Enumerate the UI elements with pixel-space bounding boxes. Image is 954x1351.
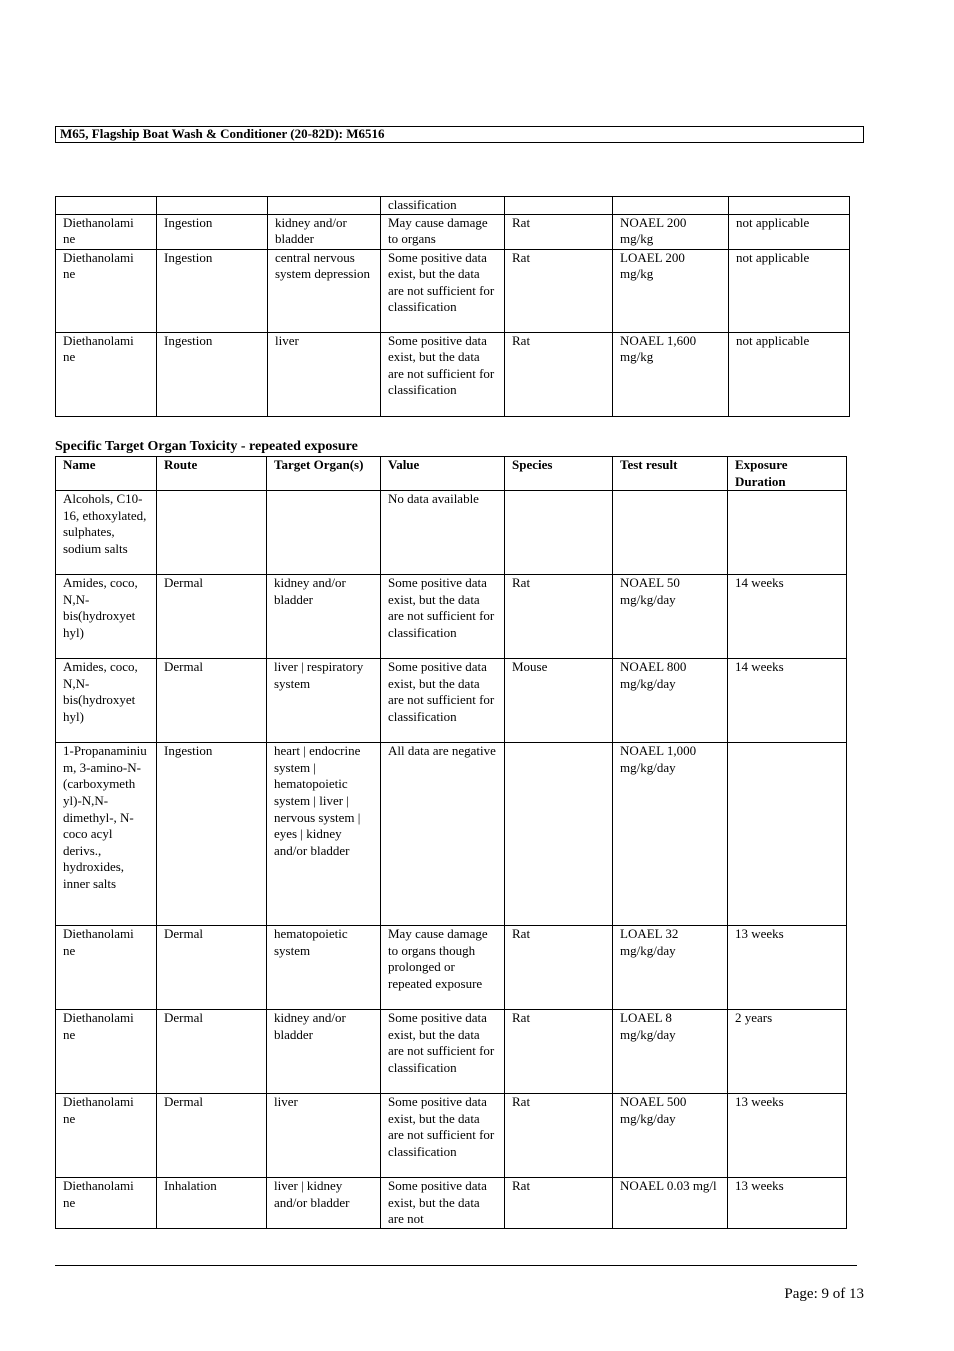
table-cell [268, 197, 381, 215]
table-cell: Rat [505, 1178, 613, 1229]
table-cell: Some positive data exist, but the data are not sufficient for classification [381, 659, 505, 743]
single-exposure-table-continued [55, 196, 850, 417]
table-cell: liver | kidney and/or bladder [267, 1178, 381, 1229]
table-cell: Some positive data exist, but the data are not sufficient for classification [381, 1094, 505, 1178]
column-header-species: Species [505, 457, 613, 491]
page-number: Page: 9 of 13 [784, 1286, 864, 1302]
table-cell: No data available [381, 491, 505, 575]
table-cell: Inhalation [157, 1178, 267, 1229]
table-cell: 13 weeks [728, 926, 847, 1010]
table-cell: Diethanolami ne [56, 214, 157, 249]
table-cell: not applicable [729, 249, 850, 332]
table-cell: All data are negative [381, 743, 505, 926]
table-cell: Diethanolami ne [56, 249, 157, 332]
table-cell [613, 197, 729, 215]
table-cell: 2 years [728, 1010, 847, 1094]
table-cell [505, 197, 613, 215]
column-header-test-result: Test result [613, 457, 728, 491]
table-cell: May cause damage to organs [381, 214, 505, 249]
table-cell: Ingestion [157, 743, 267, 926]
table-cell: NOAEL 800 mg/kg/day [613, 659, 728, 743]
table-cell: Dermal [157, 926, 267, 1010]
table-cell [56, 197, 157, 215]
table-cell: Diethanolami ne [56, 1178, 157, 1229]
table-cell: Some positive data exist, but the data are not sufficient for classification [381, 332, 505, 416]
table-cell [613, 491, 728, 575]
table-cell: kidney and/or bladder [268, 214, 381, 249]
table-cell: hematopoietic system [267, 926, 381, 1010]
table-row [56, 491, 847, 575]
table-row [56, 575, 847, 659]
table-cell: Diethanolami ne [56, 926, 157, 1010]
table-cell [728, 743, 847, 926]
table-cell: Rat [505, 214, 613, 249]
table-cell: LOAEL 32 mg/kg/day [613, 926, 728, 1010]
table-cell: Dermal [157, 1094, 267, 1178]
table-cell: Rat [505, 1094, 613, 1178]
table-cell: Mouse [505, 659, 613, 743]
table-cell: Some positive data exist, but the data are not sufficient for classification [381, 249, 505, 332]
table-header-row [56, 457, 847, 491]
table-row [56, 332, 850, 416]
table-cell: NOAEL 200 mg/kg [613, 214, 729, 249]
table-cell: Rat [505, 1010, 613, 1094]
table-cell: Some positive data exist, but the data are not sufficient for classification [381, 575, 505, 659]
table-cell: heart | endocrine system | hematopoietic system | liver | nervous system | eyes | kidney and/or bladder [267, 743, 381, 926]
table-cell: liver [268, 332, 381, 416]
column-header-exposure-duration: Exposure Duration [728, 457, 847, 491]
table-cell [729, 197, 850, 215]
column-header-target-organs: Target Organ(s) [267, 457, 381, 491]
table-cell [157, 491, 267, 575]
table-row [56, 1010, 847, 1094]
table-cell: LOAEL 8 mg/kg/day [613, 1010, 728, 1094]
table-cell: Diethanolami ne [56, 1010, 157, 1094]
table-row [56, 743, 847, 926]
table-cell: Dermal [157, 1010, 267, 1094]
table-cell: Ingestion [157, 332, 268, 416]
table-cell: classification [381, 197, 505, 215]
table-row [56, 926, 847, 1010]
section-title-repeated-exposure: Specific Target Organ Toxicity - repeated exposure [55, 439, 358, 454]
table-cell: 14 weeks [728, 575, 847, 659]
column-header-route: Route [157, 457, 267, 491]
table-cell: Some positive data exist, but the data are not sufficient for classification [381, 1010, 505, 1094]
table-cell: NOAEL 1,000 mg/kg/day [613, 743, 728, 926]
table-cell: NOAEL 0.03 mg/l [613, 1178, 728, 1229]
table-cell: liver [267, 1094, 381, 1178]
table-row [56, 1178, 847, 1229]
table-cell: Rat [505, 332, 613, 416]
table-row [56, 214, 850, 249]
table-cell: not applicable [729, 214, 850, 249]
table-cell: Amides, coco, N,N-bis(hydroxyet hyl) [56, 659, 157, 743]
table-cell: NOAEL 50 mg/kg/day [613, 575, 728, 659]
table-cell: 13 weeks [728, 1178, 847, 1229]
table-cell [728, 491, 847, 575]
table-cell: Ingestion [157, 249, 268, 332]
table-row [56, 659, 847, 743]
table-cell: NOAEL 1,600 mg/kg [613, 332, 729, 416]
table-cell: kidney and/or bladder [267, 575, 381, 659]
table-cell: not applicable [729, 332, 850, 416]
table-cell: Rat [505, 249, 613, 332]
table-row [56, 1094, 847, 1178]
table-cell: Rat [505, 926, 613, 1010]
table-cell: NOAEL 500 mg/kg/day [613, 1094, 728, 1178]
table-cell: Dermal [157, 575, 267, 659]
table-cell: Diethanolami ne [56, 332, 157, 416]
table-row [56, 197, 850, 215]
table-cell [157, 197, 268, 215]
table-cell: Rat [505, 575, 613, 659]
table-cell: LOAEL 200 mg/kg [613, 249, 729, 332]
column-header-value: Value [381, 457, 505, 491]
table-cell: Amides, coco, N,N-bis(hydroxyet hyl) [56, 575, 157, 659]
table-cell [505, 491, 613, 575]
table-cell: Alcohols, C10-16, ethoxylated, sulphates, sodium salts [56, 491, 157, 575]
table-cell: 1-Propanaminiu m, 3-amino-N-(carboxymeth yl)-N,N-dimethyl-, N-coco acyl derivs., hydroxides, inner salts [56, 743, 157, 926]
table-cell: central nervous system depression [268, 249, 381, 332]
document-header-title: M65, Flagship Boat Wash & Conditioner (20-82D): M6516 [55, 126, 864, 143]
column-header-name: Name [56, 457, 157, 491]
table-cell [505, 743, 613, 926]
table-cell: liver | respiratory system [267, 659, 381, 743]
table-cell: kidney and/or bladder [267, 1010, 381, 1094]
table-cell: 13 weeks [728, 1094, 847, 1178]
table-cell: 14 weeks [728, 659, 847, 743]
table-cell: Some positive data exist, but the data are not [381, 1178, 505, 1229]
table-cell: Diethanolami ne [56, 1094, 157, 1178]
table-row [56, 249, 850, 332]
footer-divider [55, 1265, 857, 1266]
table-cell [267, 491, 381, 575]
repeated-exposure-table [55, 456, 847, 1229]
table-cell: Ingestion [157, 214, 268, 249]
table-cell: May cause damage to organs though prolonged or repeated exposure [381, 926, 505, 1010]
table-cell: Dermal [157, 659, 267, 743]
